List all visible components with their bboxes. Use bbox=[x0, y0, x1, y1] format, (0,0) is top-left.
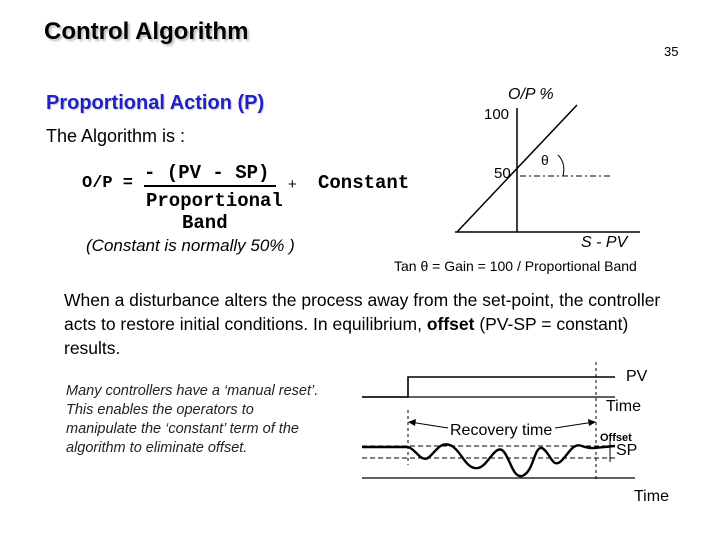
formula-lhs: O/P = bbox=[82, 174, 134, 193]
formula-denominator-line1: Proportional bbox=[146, 190, 283, 212]
graph1-angle-label: θ bbox=[541, 152, 549, 168]
graph2-time-label-top: Time bbox=[606, 398, 641, 415]
graph2-pv-label: PV bbox=[626, 368, 648, 385]
constant-note: (Constant is normally 50% ) bbox=[86, 236, 295, 255]
graph1-tick-50: 50 bbox=[494, 165, 511, 182]
graph2-recovery-arrow-right bbox=[555, 422, 594, 428]
graph1-angle-arc bbox=[558, 155, 564, 176]
formula-numerator: - (PV - SP) bbox=[144, 162, 270, 184]
graph2-time-label-bottom: Time bbox=[634, 488, 669, 505]
graph1-x-axis-label: S - PV bbox=[581, 234, 628, 251]
formula-plus: + bbox=[288, 176, 297, 193]
graph2-recovery-arrow-left bbox=[410, 422, 448, 428]
graph2-offset-label: Offset bbox=[600, 432, 632, 444]
formula-denominator-line2: Band bbox=[182, 212, 228, 234]
graph1-y-axis-label: O/P % bbox=[508, 86, 554, 103]
paragraph-text-1: When a disturbance alters the process away from the set-point, the controller acts to restore initial conditions. In equilibrium, bbox=[64, 290, 661, 334]
graph2-recovery-arrowhead-right bbox=[588, 419, 596, 426]
explanation-paragraph bbox=[64, 288, 676, 360]
intro-text: The Algorithm is : bbox=[46, 126, 186, 146]
paragraph-text-2: (PV-SP = constant) results. bbox=[64, 314, 629, 358]
formula-constant: Constant bbox=[318, 172, 410, 194]
manual-reset-note: Many controllers have a ‘manual reset’. This enables the operators to manipulate the ‘constant’ term of the algorithm to eliminate offset. bbox=[66, 383, 319, 456]
graph1-tick-100: 100 bbox=[484, 106, 510, 123]
graph2-recovery-label: Recovery time bbox=[450, 422, 553, 439]
paragraph-bold-offset: offset bbox=[426, 314, 475, 334]
graph2-sp-label: SP bbox=[616, 442, 638, 459]
graph2-pv-step bbox=[362, 377, 615, 397]
slide-number: 35 bbox=[664, 44, 679, 59]
graph1-tan-caption: Tan θ = Gain = 100 / Proportional Band bbox=[394, 258, 637, 274]
section-subtitle: Proportional Action (P) bbox=[46, 92, 265, 114]
graph2-recovery-arrowhead-left bbox=[408, 419, 416, 426]
graph2-response-curve bbox=[362, 444, 615, 476]
page-title: Control Algorithm bbox=[44, 18, 249, 45]
